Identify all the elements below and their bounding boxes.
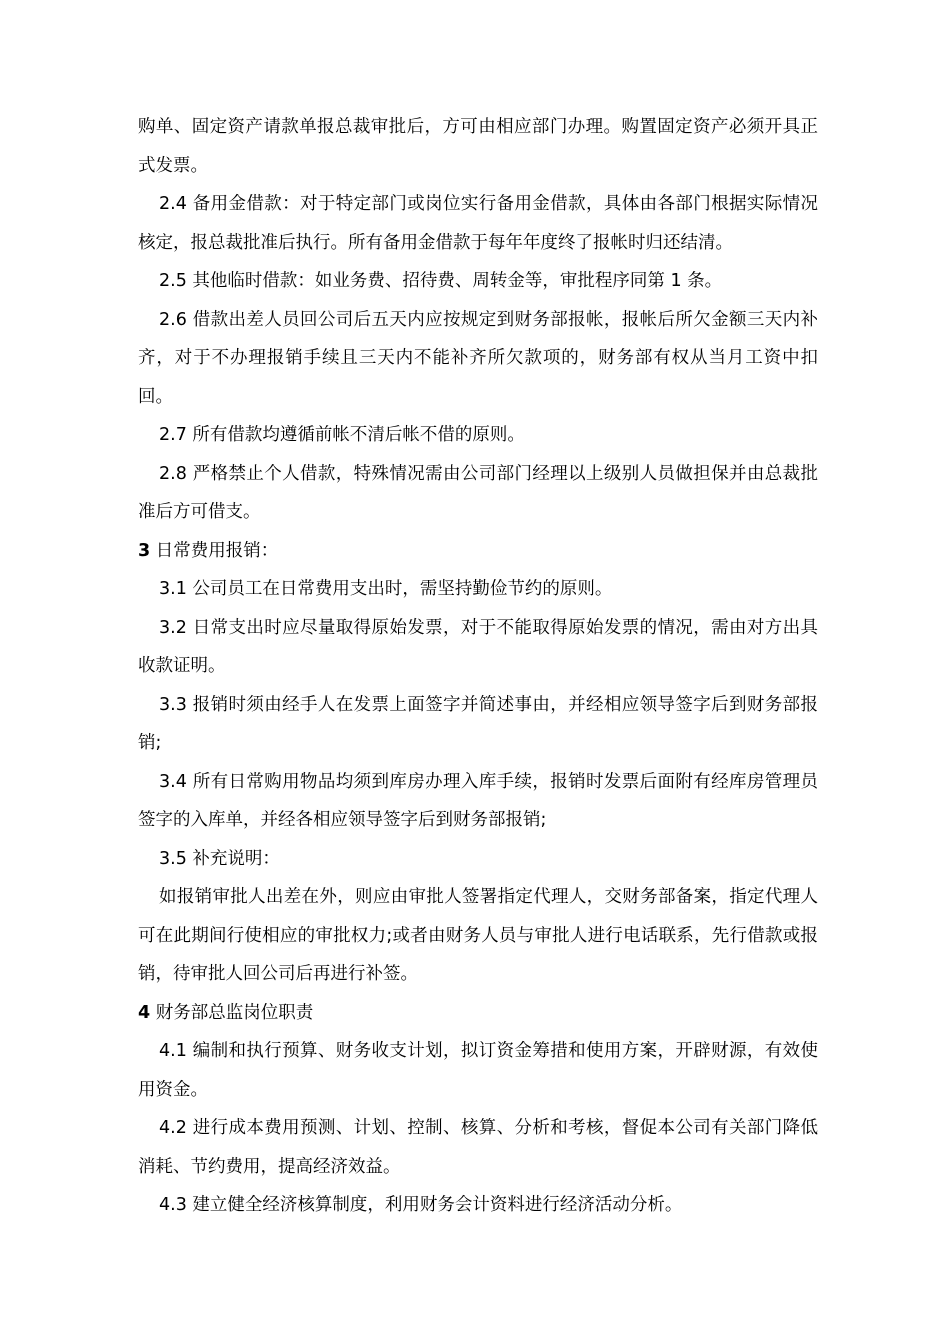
- paragraph-3-3: 3.3 报销时须由经手人在发票上面签字并简述事由，并经相应领导签字后到财务部报销;: [138, 694, 818, 753]
- paragraph-4-2: 4.2 进行成本费用预测、计划、控制、核算、分析和考核，督促本公司有关部门降低消耗、节约费用，提高经济效益。: [138, 1118, 818, 1177]
- section-3-heading: [138, 532, 818, 571]
- section-3-number: 3: [138, 540, 151, 561]
- paragraph-4-3: 4.3 建立健全经济核算制度，利用财务会计资料进行经济活动分析。: [159, 1195, 683, 1215]
- section-4-number: 4: [138, 1002, 151, 1023]
- section-4-heading: [138, 994, 818, 1033]
- paragraph-2-8: 2.8 严格禁止个人借款，特殊情况需由公司部门经理以上级别人员做担保并由总裁批准后方可借支。: [138, 463, 818, 522]
- paragraph-2-3-continued: 购单、固定资产请款单报总裁审批后，方可由相应部门办理。购置固定资产必须开具正式发票。: [138, 117, 818, 176]
- paragraph-3-5-detail: 如报销审批人出差在外，则应由审批人签署指定代理人，交财务部备案，指定代理人可在此期间行使相应的审批权力;或者由财务人员与审批人进行电话联系，先行借款或报销，待审批人回公司后再进行补签。: [138, 887, 818, 984]
- paragraph-2-4: 2.4 备用金借款：对于特定部门或岗位实行备用金借款，具体由各部门根据实际情况核定，报总裁批准后执行。所有备用金借款于每年年度终了报帐时归还结清。: [138, 194, 818, 253]
- paragraph-3-4: 3.4 所有日常购用物品均须到库房办理入库手续，报销时发票后面附有经库房管理员签字的入库单，并经各相应领导签字后到财务部报销;: [138, 771, 818, 830]
- paragraph-2-7: 2.7 所有借款均遵循前帐不清后帐不借的原则。: [159, 425, 525, 445]
- paragraph-4-1: 4.1 编制和执行预算、财务收支计划，拟订资金筹措和使用方案，开辟财源，有效使用资金。: [138, 1041, 818, 1100]
- paragraph-2-5: 2.5 其他临时借款：如业务费、招待费、周转金等，审批程序同第 1 条。: [159, 271, 723, 291]
- paragraph-3-1: 3.1 公司员工在日常费用支出时，需坚持勤俭节约的原则。: [159, 579, 613, 599]
- paragraph-3-2: 3.2 日常支出时应尽量取得原始发票，对于不能取得原始发票的情况，需由对方出具收款证明。: [138, 617, 818, 676]
- paragraph-3-5: 3.5 补充说明：: [159, 848, 280, 869]
- document-page: [138, 108, 818, 1225]
- paragraph-2-6: 2.6 借款出差人员回公司后五天内应按规定到财务部报帐，报帐后所欠金额三天内补齐，对于不办理报销手续且三天内不能补齐所欠款项的，财务部有权从当月工资中扣回。: [138, 309, 818, 407]
- section-4-title: 财务部总监岗位职责: [155, 1002, 314, 1023]
- section-3-title: 日常费用报销：: [155, 540, 279, 561]
